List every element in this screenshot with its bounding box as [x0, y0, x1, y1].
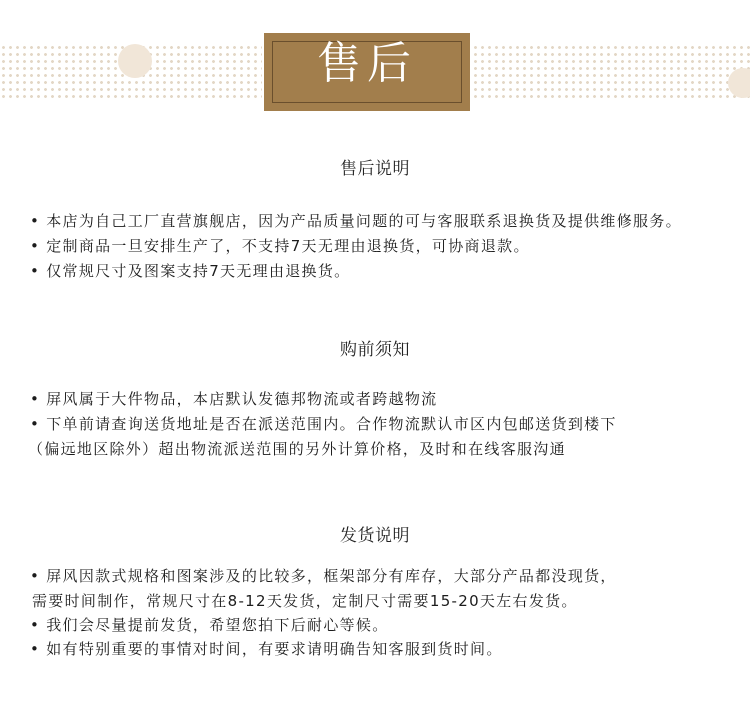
pre-purchase-line-3: （偏远地区除外）超出物流派送范围的另外计算价格，及时和在线客服沟通 — [28, 440, 566, 458]
decor-circle-right — [728, 68, 750, 98]
section-title-shipping: 发货说明 — [340, 526, 410, 546]
shipping-line-3: • 我们会尽量提前发货，希望您拍下后耐心等候。 — [30, 616, 389, 634]
banner-title: 售后 — [317, 38, 417, 89]
shipping-line-2: 需要时间制作，常规尺寸在8-12天发货，定制尺寸需要15-20天左右发货。 — [32, 592, 578, 610]
decor-circle-left — [118, 44, 152, 78]
shipping-line-1: • 屏风因款式规格和图案涉及的比较多，框架部分有库存，大部分产品都没现货， — [30, 567, 617, 585]
dot-pattern-right — [472, 44, 750, 98]
pre-purchase-line-2: • 下单前请查询送货地址是否在派送范围内。合作物流默认市区内包邮送货到楼下 — [30, 415, 617, 433]
pre-purchase-line-1: • 屏风属于大件物品，本店默认发德邦物流或者跨越物流 — [30, 390, 438, 408]
section-title-pre-purchase: 购前须知 — [340, 340, 410, 360]
after-sales-line-1: • 本店为自己工厂直营旗舰店，因为产品质量问题的可与客服联系退换货及提供维修服务。 — [30, 212, 682, 230]
section-title-after-sales: 售后说明 — [340, 159, 410, 179]
banner-title-box — [264, 33, 470, 111]
after-sales-line-2: • 定制商品一旦安排生产了，不支持7天无理由退换货，可协商退款。 — [30, 237, 530, 255]
shipping-line-4: • 如有特别重要的事情对时间，有要求请明确告知客服到货时间。 — [30, 640, 503, 658]
after-sales-line-3: • 仅常规尺寸及图案支持7天无理由退换货。 — [30, 262, 351, 280]
